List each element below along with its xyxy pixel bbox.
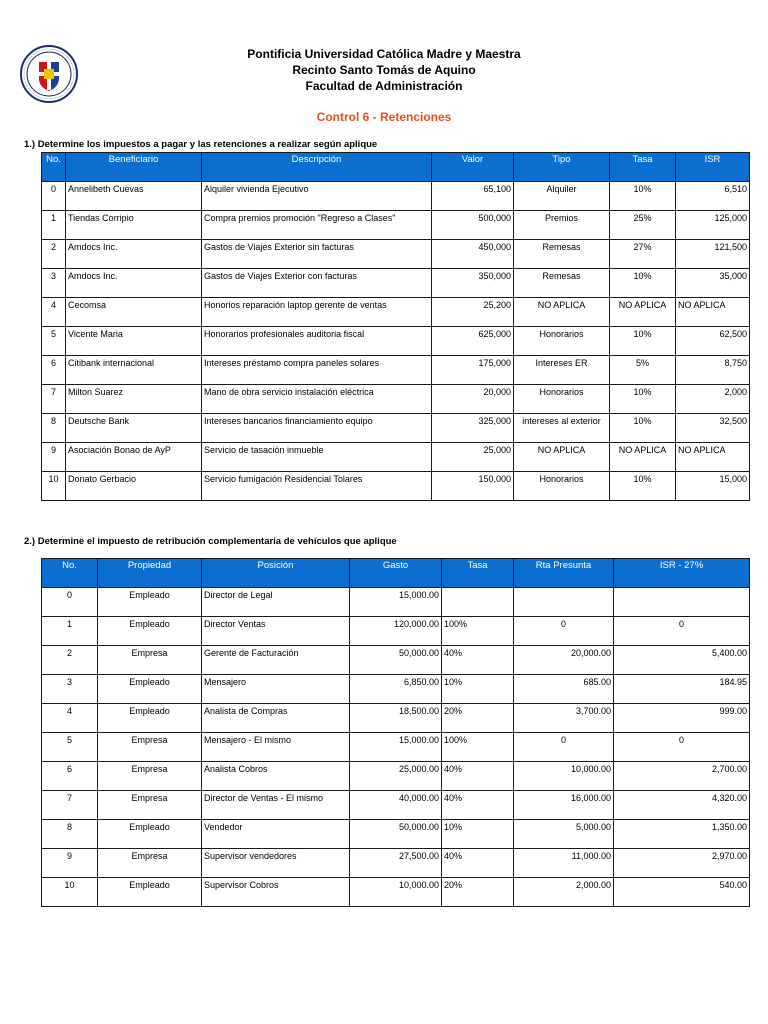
table-header-row	[42, 559, 750, 588]
table-row	[42, 791, 750, 820]
vehiculos-table	[41, 558, 750, 907]
cell-beneficiario: Asociación Bonao de AyP	[66, 443, 202, 472]
cell-tasa: 10%	[610, 327, 676, 356]
cell-tasa: NO APLICA	[610, 443, 676, 472]
cell-gasto: 25,000.00	[350, 762, 442, 791]
cell-beneficiario: Amdocs Inc.	[66, 269, 202, 298]
cell-descripcion: Mano de obra servicio instalación eléctrica	[202, 385, 432, 414]
cell-descripcion: Honorios reparación laptop gerente de ventas	[202, 298, 432, 327]
cell-rta-presunta: 2,000.00	[514, 878, 614, 907]
cell-no: 0	[42, 182, 66, 211]
cell-no: 6	[42, 356, 66, 385]
cell-isr: 125,000	[676, 211, 750, 240]
cell-beneficiario: Citibank internacional	[66, 356, 202, 385]
cell-rta-presunta: 5,000.00	[514, 820, 614, 849]
cell-tipo: Alquiler	[514, 182, 610, 211]
cell-tipo: intereses al exterior	[514, 414, 610, 443]
cell-propiedad: Empleado	[98, 704, 202, 733]
cell-rta-presunta: 0	[514, 733, 614, 762]
cell-propiedad: Empleado	[98, 878, 202, 907]
cell-tipo: Honorarios	[514, 472, 610, 501]
cell-tasa: 27%	[610, 240, 676, 269]
cell-gasto: 120,000.00	[350, 617, 442, 646]
cell-isr: 15,000	[676, 472, 750, 501]
cell-gasto: 10,000.00	[350, 878, 442, 907]
table-row	[42, 733, 750, 762]
cell-posicion: Director Ventas	[202, 617, 350, 646]
cell-no: 3	[42, 675, 98, 704]
cell-valor: 350,000	[432, 269, 514, 298]
table-row	[42, 588, 750, 617]
cell-propiedad: Empleado	[98, 588, 202, 617]
column-header: ISR	[676, 153, 750, 182]
cell-no: 4	[42, 298, 66, 327]
column-header: Tipo	[514, 153, 610, 182]
cell-tipo: Honorarios	[514, 385, 610, 414]
cell-valor: 625,000	[432, 327, 514, 356]
cell-valor: 500,000	[432, 211, 514, 240]
cell-tasa: 25%	[610, 211, 676, 240]
cell-beneficiario: Vicente Maria	[66, 327, 202, 356]
cell-isr	[614, 588, 750, 617]
university-seal-icon	[20, 45, 78, 103]
cell-gasto: 15,000.00	[350, 588, 442, 617]
cell-descripcion: Compra premios promoción "Regreso a Clases"	[202, 211, 432, 240]
table-row	[42, 182, 750, 211]
cell-gasto: 50,000.00	[350, 820, 442, 849]
cell-no: 4	[42, 704, 98, 733]
cell-valor: 175,000	[432, 356, 514, 385]
cell-rta-presunta: 10,000.00	[514, 762, 614, 791]
column-header: Beneficiario	[66, 153, 202, 182]
table-row	[42, 617, 750, 646]
cell-valor: 25,000	[432, 443, 514, 472]
cell-tipo: NO APLICA	[514, 443, 610, 472]
cell-propiedad: Empleado	[98, 820, 202, 849]
cell-propiedad: Empresa	[98, 646, 202, 675]
column-header: No.	[42, 153, 66, 182]
cell-posicion: Director de Legal	[202, 588, 350, 617]
cell-tipo: NO APLICA	[514, 298, 610, 327]
cell-tasa	[442, 588, 514, 617]
cell-isr: 5,400.00	[614, 646, 750, 675]
cell-posicion: Mensajero - El mismo	[202, 733, 350, 762]
cell-descripcion: Servicio de tasación inmueble	[202, 443, 432, 472]
cell-isr: 999.00	[614, 704, 750, 733]
cell-rta-presunta: 16,000.00	[514, 791, 614, 820]
column-header: Posición	[202, 559, 350, 588]
cell-descripcion: Servicio fumigación Residencial Tolares	[202, 472, 432, 501]
question-1: 1.) Determine los impuestos a pagar y las retenciones a realizar según aplique	[24, 139, 378, 150]
question-2: 2.) Determine el impuesto de retribución complementaria de vehículos que aplique	[24, 536, 397, 547]
table-row	[42, 704, 750, 733]
cell-descripcion: Alquiler vivienda Ejecutivo	[202, 182, 432, 211]
table-row	[42, 385, 750, 414]
cell-propiedad: Empresa	[98, 849, 202, 878]
column-header: Gasto	[350, 559, 442, 588]
cell-no: 8	[42, 414, 66, 443]
cell-no: 9	[42, 443, 66, 472]
cell-gasto: 27,500.00	[350, 849, 442, 878]
cell-no: 10	[42, 472, 66, 501]
cell-propiedad: Empresa	[98, 791, 202, 820]
cell-tasa: NO APLICA	[610, 298, 676, 327]
table-row	[42, 414, 750, 443]
table-row	[42, 849, 750, 878]
cell-beneficiario: Milton Suarez	[66, 385, 202, 414]
cell-posicion: Analista de Compras	[202, 704, 350, 733]
column-header: Propiedad	[98, 559, 202, 588]
cell-tasa: 10%	[442, 675, 514, 704]
table-row	[42, 820, 750, 849]
cell-rta-presunta: 20,000.00	[514, 646, 614, 675]
cell-no: 7	[42, 385, 66, 414]
faculty-name: Facultad de Administración	[305, 79, 463, 93]
cell-no: 8	[42, 820, 98, 849]
cell-tipo: Intereses ER	[514, 356, 610, 385]
cell-gasto: 50,000.00	[350, 646, 442, 675]
cell-descripcion: Gastos de Viajes Exterior sin facturas	[202, 240, 432, 269]
cell-isr: 540.00	[614, 878, 750, 907]
cell-valor: 25,200	[432, 298, 514, 327]
cell-beneficiario: Cecomsa	[66, 298, 202, 327]
table-header-row	[42, 153, 750, 182]
cell-isr: NO APLICA	[676, 443, 750, 472]
cell-beneficiario: Annelibeth Cuevas	[66, 182, 202, 211]
table-row	[42, 472, 750, 501]
table-row	[42, 356, 750, 385]
cell-posicion: Analista Cobros	[202, 762, 350, 791]
cell-isr: 0	[614, 733, 750, 762]
cell-rta-presunta: 685.00	[514, 675, 614, 704]
column-header: No.	[42, 559, 98, 588]
cell-beneficiario: Deutsche Bank	[66, 414, 202, 443]
cell-gasto: 15,000.00	[350, 733, 442, 762]
cell-posicion: Vendedor	[202, 820, 350, 849]
cell-isr: 8,750	[676, 356, 750, 385]
cell-isr: 0	[614, 617, 750, 646]
cell-beneficiario: Amdocs Inc.	[66, 240, 202, 269]
cell-isr: 35,000	[676, 269, 750, 298]
table-row	[42, 443, 750, 472]
cell-no: 7	[42, 791, 98, 820]
cell-valor: 65,100	[432, 182, 514, 211]
cell-no: 6	[42, 762, 98, 791]
cell-isr: 62,500	[676, 327, 750, 356]
cell-isr: 6,510	[676, 182, 750, 211]
cell-tasa: 100%	[442, 617, 514, 646]
table-row	[42, 646, 750, 675]
cell-isr: 1,350.00	[614, 820, 750, 849]
cell-descripcion: Gastos de Viajes Exterior con facturas	[202, 269, 432, 298]
cell-rta-presunta: 0	[514, 617, 614, 646]
cell-tipo: Honorarios	[514, 327, 610, 356]
column-header: Rta Presunta	[514, 559, 614, 588]
column-header: Tasa	[442, 559, 514, 588]
cell-valor: 450,000	[432, 240, 514, 269]
cell-posicion: Supervisor vendedores	[202, 849, 350, 878]
cell-rta-presunta	[514, 588, 614, 617]
cell-no: 5	[42, 327, 66, 356]
page-title: Control 6 - Retenciones	[316, 110, 452, 124]
university-name: Pontificia Universidad Católica Madre y Maestra	[247, 47, 521, 61]
cell-posicion: Director de Ventas - El mismo	[202, 791, 350, 820]
cell-tasa: 100%	[442, 733, 514, 762]
cell-gasto: 6,850.00	[350, 675, 442, 704]
column-header: Descripción	[202, 153, 432, 182]
column-header: ISR - 27%	[614, 559, 750, 588]
cell-posicion: Mensajero	[202, 675, 350, 704]
cell-no: 1	[42, 617, 98, 646]
cell-no: 5	[42, 733, 98, 762]
cell-posicion: Gerente de Facturación	[202, 646, 350, 675]
cell-no: 2	[42, 240, 66, 269]
cell-tipo: Premios	[514, 211, 610, 240]
cell-tasa: 10%	[610, 472, 676, 501]
cell-propiedad: Empresa	[98, 762, 202, 791]
cell-no: 3	[42, 269, 66, 298]
cell-no: 10	[42, 878, 98, 907]
cell-valor: 20,000	[432, 385, 514, 414]
cell-gasto: 40,000.00	[350, 791, 442, 820]
table-row	[42, 878, 750, 907]
cell-tasa: 20%	[442, 878, 514, 907]
cell-descripcion: Intereses bancarios financiamiento equipo	[202, 414, 432, 443]
table-row	[42, 269, 750, 298]
cell-propiedad: Empleado	[98, 675, 202, 704]
cell-valor: 325,000	[432, 414, 514, 443]
column-header: Valor	[432, 153, 514, 182]
cell-tasa: 10%	[610, 182, 676, 211]
cell-tasa: 20%	[442, 704, 514, 733]
cell-isr: NO APLICA	[676, 298, 750, 327]
cell-descripcion: Honorarios profesionales auditoria fiscal	[202, 327, 432, 356]
cell-isr: 2,970.00	[614, 849, 750, 878]
cell-tasa: 40%	[442, 762, 514, 791]
cell-posicion: Supervisor Cobros	[202, 878, 350, 907]
column-header: Tasa	[610, 153, 676, 182]
cell-no: 1	[42, 211, 66, 240]
table-row	[42, 327, 750, 356]
retenciones-table	[41, 152, 750, 501]
cell-tasa: 40%	[442, 646, 514, 675]
cell-tasa: 10%	[610, 414, 676, 443]
cell-tasa: 40%	[442, 849, 514, 878]
cell-no: 0	[42, 588, 98, 617]
cell-tasa: 10%	[610, 385, 676, 414]
cell-tasa: 40%	[442, 791, 514, 820]
cell-isr: 121,500	[676, 240, 750, 269]
cell-rta-presunta: 3,700.00	[514, 704, 614, 733]
cell-isr: 2,000	[676, 385, 750, 414]
table-row	[42, 240, 750, 269]
cell-tipo: Remesas	[514, 240, 610, 269]
cell-gasto: 18,500.00	[350, 704, 442, 733]
cell-beneficiario: Tiendas Corripio	[66, 211, 202, 240]
cell-isr: 32,500	[676, 414, 750, 443]
cell-valor: 150,000	[432, 472, 514, 501]
cell-isr: 4,320.00	[614, 791, 750, 820]
table-row	[42, 762, 750, 791]
cell-tipo: Remesas	[514, 269, 610, 298]
campus-name: Recinto Santo Tomás de Aquino	[292, 63, 476, 77]
table-row	[42, 211, 750, 240]
cell-rta-presunta: 11,000.00	[514, 849, 614, 878]
cell-tasa: 5%	[610, 356, 676, 385]
cell-isr: 2,700.00	[614, 762, 750, 791]
cell-descripcion: Intereses préstamo compra paneles solares	[202, 356, 432, 385]
cell-no: 2	[42, 646, 98, 675]
table-row	[42, 675, 750, 704]
cell-propiedad: Empresa	[98, 733, 202, 762]
cell-beneficiario: Donato Gerbacio	[66, 472, 202, 501]
cell-propiedad: Empleado	[98, 617, 202, 646]
table-row	[42, 298, 750, 327]
cell-isr: 184.95	[614, 675, 750, 704]
cell-tasa: 10%	[610, 269, 676, 298]
cell-tasa: 10%	[442, 820, 514, 849]
cell-no: 9	[42, 849, 98, 878]
